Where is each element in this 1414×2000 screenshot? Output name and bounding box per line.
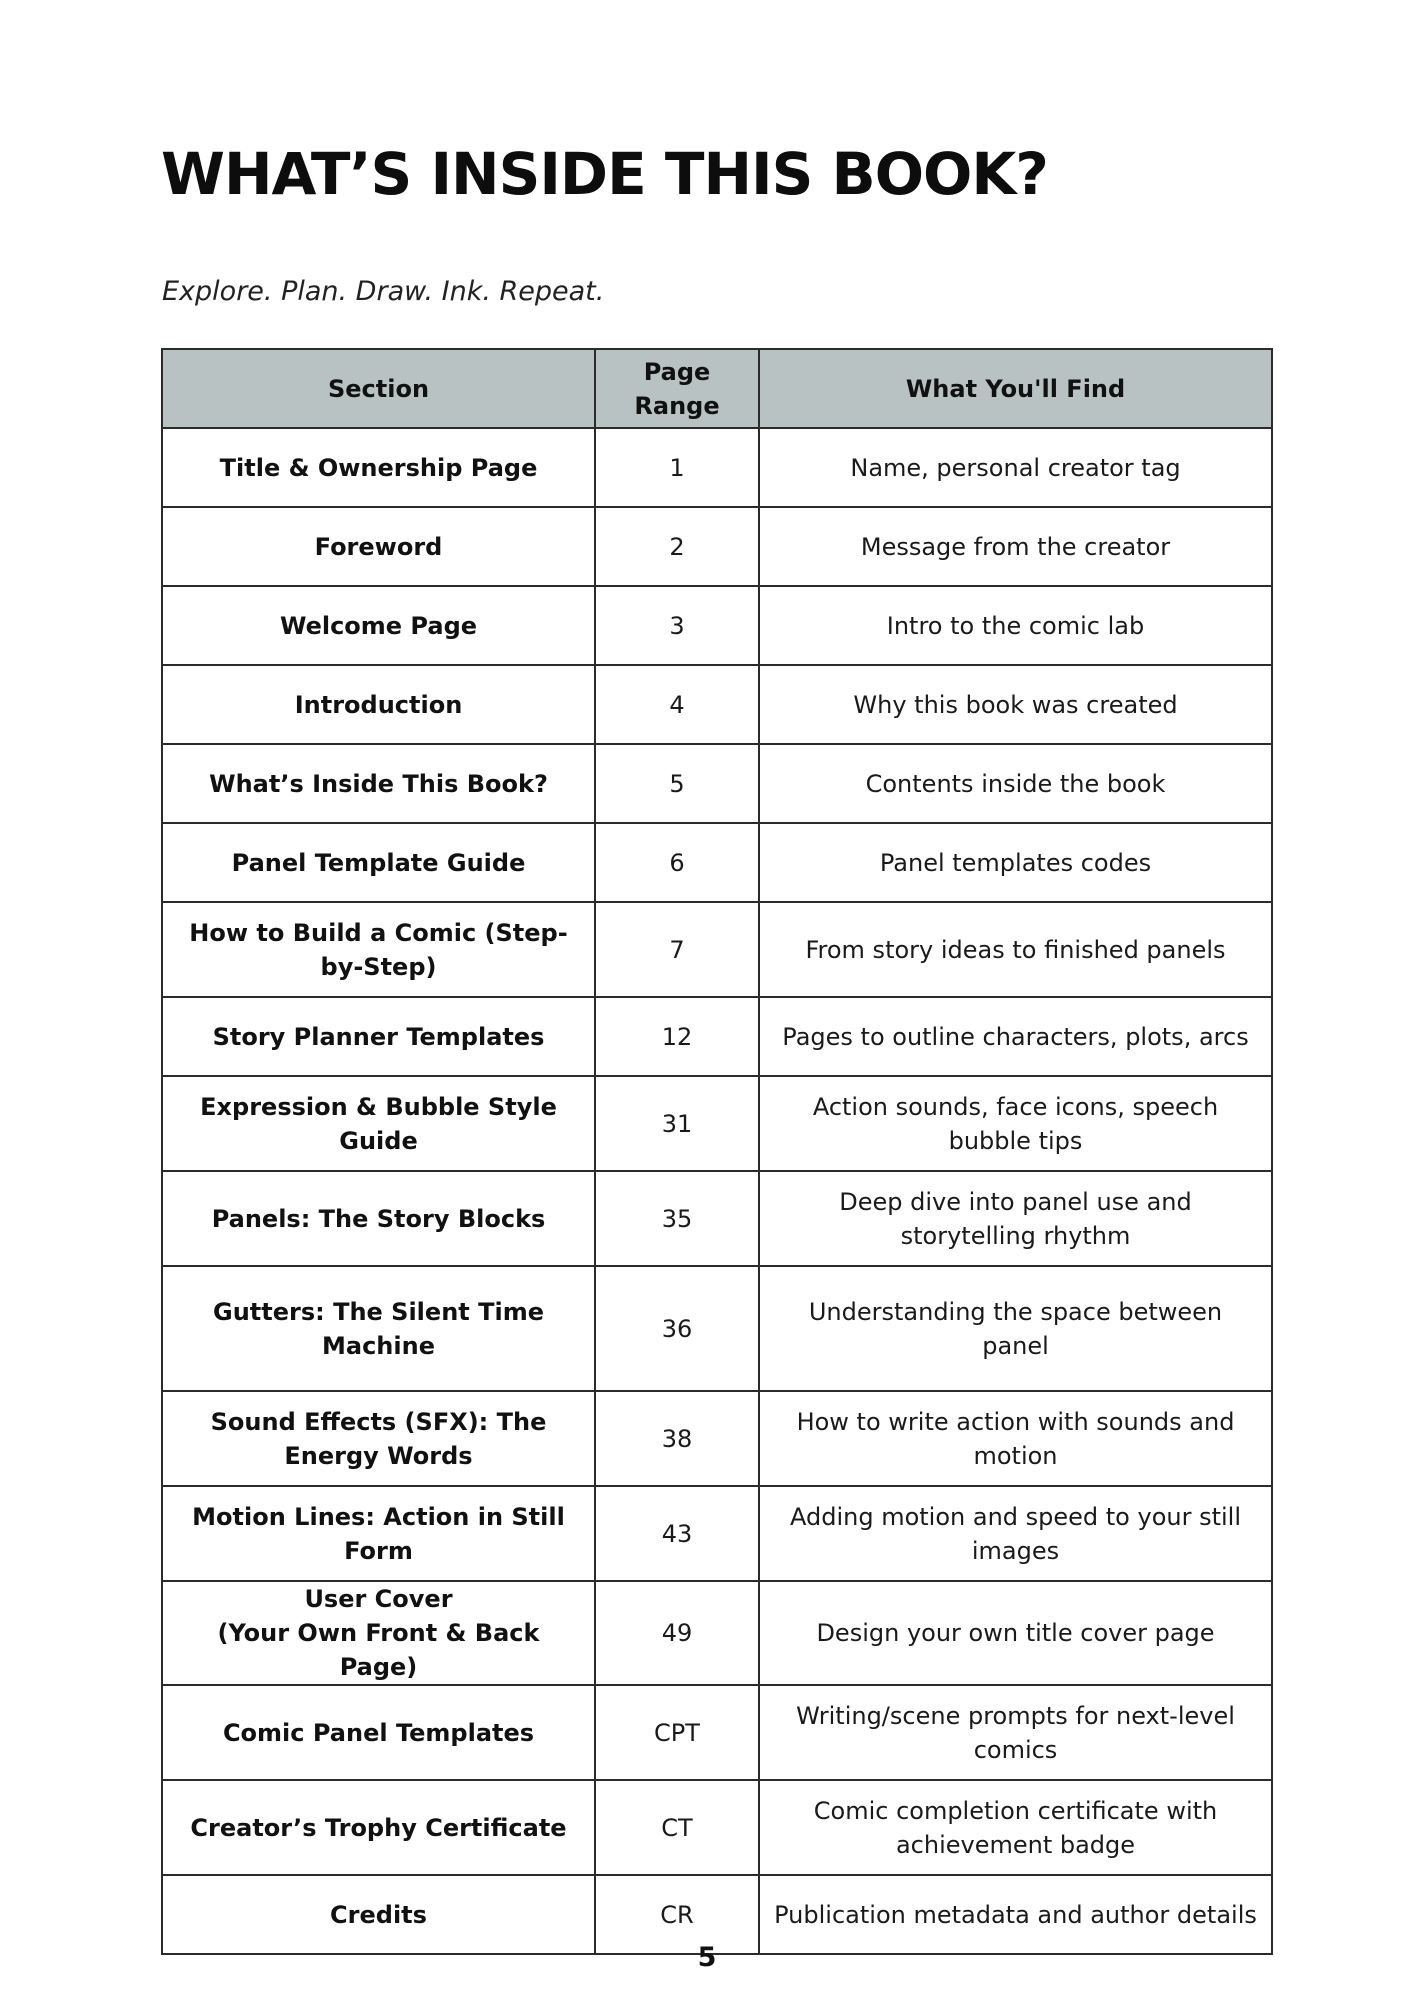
page-subtitle: Explore. Plan. Draw. Ink. Repeat.: [162, 276, 605, 307]
table-row: [162, 744, 1272, 823]
row-section: Credits: [162, 1875, 595, 1954]
table-row: [162, 1685, 1272, 1780]
row-page-range: 31: [595, 1076, 759, 1171]
row-page-range: 7: [595, 902, 759, 997]
row-description: Adding motion and speed to your still images: [759, 1486, 1272, 1581]
row-page-range: 12: [595, 997, 759, 1076]
row-description: Message from the creator: [759, 507, 1272, 586]
row-description: Design your own title cover page: [759, 1581, 1272, 1685]
header-section: Section: [162, 349, 595, 428]
row-page-range: CT: [595, 1780, 759, 1875]
row-description: Contents inside the book: [759, 744, 1272, 823]
row-description: Intro to the comic lab: [759, 586, 1272, 665]
row-page-range: CPT: [595, 1685, 759, 1780]
row-section: Panel Template Guide: [162, 823, 595, 902]
row-page-range: 1: [595, 428, 759, 507]
contents-table-header: [162, 349, 1272, 428]
row-page-range: 43: [595, 1486, 759, 1581]
table-row: [162, 997, 1272, 1076]
row-page-range: 5: [595, 744, 759, 823]
row-description: Deep dive into panel use and storytelling rhythm: [759, 1171, 1272, 1266]
table-row: [162, 428, 1272, 507]
row-section: Creator’s Trophy Certificate: [162, 1780, 595, 1875]
row-description: Writing/scene prompts for next-level comics: [759, 1685, 1272, 1780]
row-section: Gutters: The Silent Time Machine: [162, 1266, 595, 1391]
row-page-range: 49: [595, 1581, 759, 1685]
row-section: Welcome Page: [162, 586, 595, 665]
row-page-range: CR: [595, 1875, 759, 1954]
header-page-range: Page Range: [595, 349, 759, 428]
row-description: Name, personal creator tag: [759, 428, 1272, 507]
row-description: Pages to outline characters, plots, arcs: [759, 997, 1272, 1076]
table-row: [162, 665, 1272, 744]
row-section: Title & Ownership Page: [162, 428, 595, 507]
row-section: Motion Lines: Action in Still Form: [162, 1486, 595, 1581]
table-row: [162, 1581, 1272, 1685]
row-section: What’s Inside This Book?: [162, 744, 595, 823]
row-page-range: 2: [595, 507, 759, 586]
page-number: 5: [697, 1942, 717, 1973]
table-row: [162, 1486, 1272, 1581]
row-page-range: 38: [595, 1391, 759, 1486]
row-description: From story ideas to finished panels: [759, 902, 1272, 997]
row-description: Why this book was created: [759, 665, 1272, 744]
row-page-range: 3: [595, 586, 759, 665]
row-section: Story Planner Templates: [162, 997, 595, 1076]
row-section: Panels: The Story Blocks: [162, 1171, 595, 1266]
row-page-range: 4: [595, 665, 759, 744]
table-row: [162, 1171, 1272, 1266]
row-section: Expression & Bubble Style Guide: [162, 1076, 595, 1171]
row-page-range: 6: [595, 823, 759, 902]
table-row: [162, 1076, 1272, 1171]
table-row: [162, 1391, 1272, 1486]
row-description: Comic completion certificate with achievement badge: [759, 1780, 1272, 1875]
table-row: [162, 1266, 1272, 1391]
row-page-range: 36: [595, 1266, 759, 1391]
header-row: [162, 349, 1272, 428]
contents-table-body: [162, 428, 1272, 1954]
row-description: Action sounds, face icons, speech bubble tips: [759, 1076, 1272, 1171]
row-section: Foreword: [162, 507, 595, 586]
row-section: Comic Panel Templates: [162, 1685, 595, 1780]
row-page-range: 35: [595, 1171, 759, 1266]
row-section: User Cover (Your Own Front & Back Page): [162, 1581, 595, 1685]
row-description: Publication metadata and author details: [759, 1875, 1272, 1954]
table-row: [162, 586, 1272, 665]
table-row: [162, 823, 1272, 902]
header-what-youll-find: What You'll Find: [759, 349, 1272, 428]
table-row: [162, 507, 1272, 586]
table-row: [162, 902, 1272, 997]
row-description: Understanding the space between panel: [759, 1266, 1272, 1391]
table-row: [162, 1780, 1272, 1875]
row-section: Sound Effects (SFX): The Energy Words: [162, 1391, 595, 1486]
row-description: How to write action with sounds and motion: [759, 1391, 1272, 1486]
row-section: How to Build a Comic (Step-by-Step): [162, 902, 595, 997]
contents-table: [161, 348, 1273, 1955]
row-section: Introduction: [162, 665, 595, 744]
row-description: Panel templates codes: [759, 823, 1272, 902]
page-title: WHAT’S INSIDE THIS BOOK?: [161, 140, 1048, 208]
